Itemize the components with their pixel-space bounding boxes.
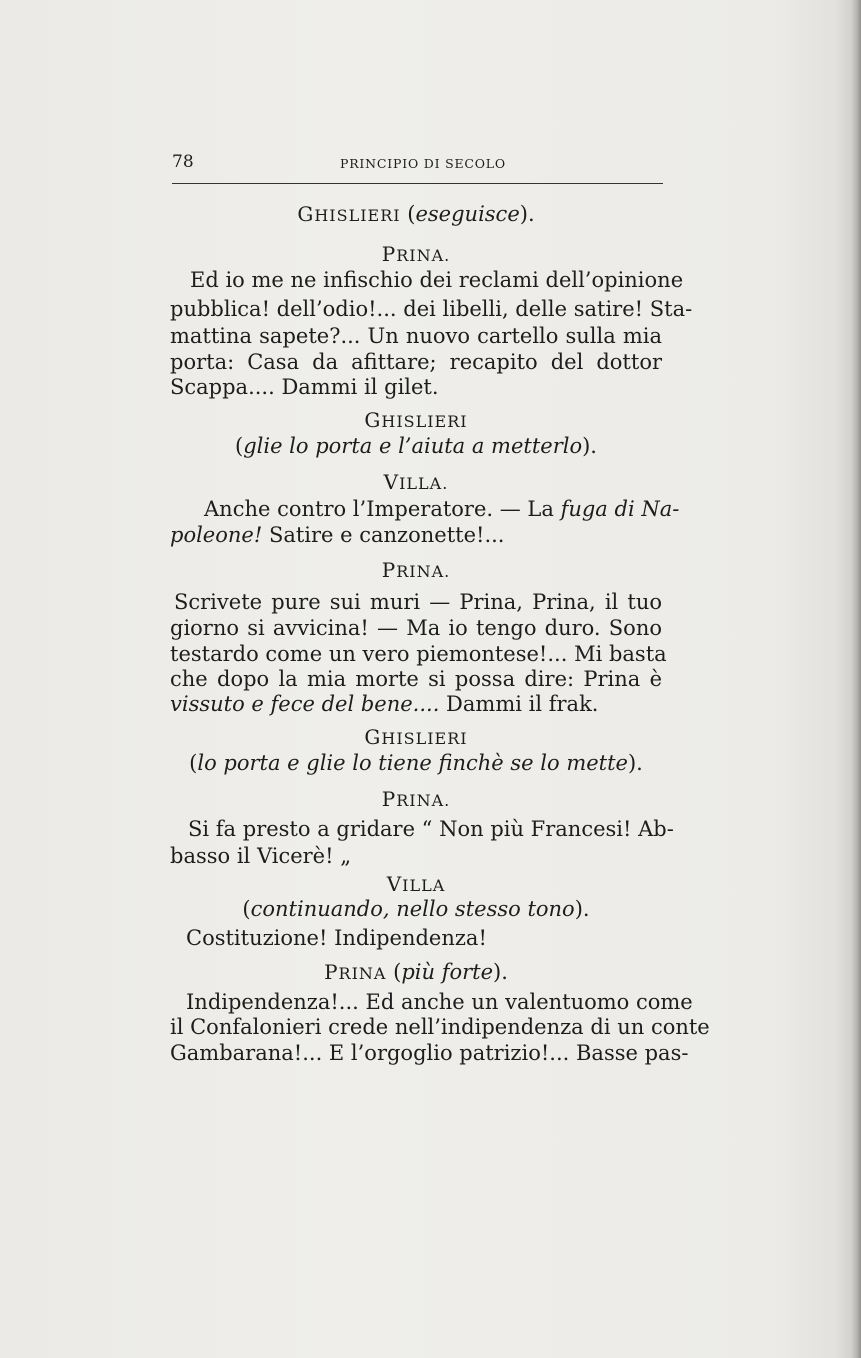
speaker-heading	[170, 785, 662, 815]
dialogue-line: testardo come un vero piemontese!... Mi basta	[170, 642, 667, 666]
stage-open-paren: (	[407, 202, 416, 226]
dialogue-line: il Confalonieri crede nell’indipendenza di un conte	[170, 1015, 710, 1039]
stage-direction: continuando, nello stesso tono	[250, 897, 575, 921]
speaker-heading	[170, 556, 662, 586]
dialogue-line: pubblica! dell’odio!... dei libelli, delle satire! Sta-	[170, 297, 693, 321]
dialogue-line: Ed io me ne infischio dei reclami dell’opinione	[190, 268, 684, 292]
stage-close-paren: ).	[493, 960, 508, 984]
header-rule	[172, 183, 663, 184]
dialogue-line: Gambarana!... E l’orgoglio patrizio!... Basse pas-	[170, 1041, 689, 1065]
speaker-name: PRINA.	[381, 242, 451, 266]
speaker-name: PRINA	[324, 960, 387, 984]
title-italic: poleone!	[170, 523, 263, 547]
speaker-name: VILLA.	[383, 470, 449, 494]
stage-direction-line	[170, 895, 662, 923]
stage-direction-line	[170, 200, 662, 230]
stage-direction: eseguisce	[415, 202, 520, 226]
speaker-name: GHISLIERI	[364, 408, 468, 432]
dialogue-line: Scrivete pure sui muri — Prina, Prina, il tuo	[174, 590, 662, 614]
stage-open-paren: (	[235, 434, 244, 458]
dialogue-line	[170, 495, 680, 523]
dialogue-line: basso il Vicerè! „	[170, 844, 352, 868]
dialogue-line: Scappa.... Dammi il gilet.	[170, 375, 439, 399]
quoted-italic: vissuto e fece del bene....	[170, 692, 440, 716]
page-number: 78	[172, 152, 194, 172]
speaker-name: PRINA.	[381, 558, 451, 582]
stage-close-paren: ).	[519, 202, 535, 226]
stage-direction-line	[170, 432, 662, 460]
speaker-name: PRINA.	[381, 787, 451, 811]
page-header	[172, 152, 662, 182]
speaker-name: GHISLIERI	[297, 202, 401, 226]
stage-direction-line	[170, 958, 662, 988]
dialogue-line: Indipendenza!... Ed anche un valentuomo come	[186, 990, 693, 1014]
title-italic: fuga di Na-	[560, 497, 680, 521]
stage-direction: lo porta e glie lo tiene finchè se lo mette	[197, 751, 628, 775]
dialogue-line: giorno si avvicina! — Ma io tengo duro. Sono	[170, 616, 662, 640]
dialogue-line: mattina sapete?... Un nuovo cartello sulla mia	[170, 324, 662, 348]
speaker-name: VILLA	[386, 872, 446, 896]
speaker-heading	[170, 468, 662, 498]
dialogue-text: Dammi il frak.	[439, 692, 599, 716]
stage-open-paren: (	[393, 960, 402, 984]
stage-direction: glie lo porta e l’aiuta a metterlo	[243, 434, 583, 458]
stage-open-paren: (	[189, 751, 198, 775]
stage-direction: più forte	[401, 960, 494, 984]
dialogue-line: Si fa presto a gridare “ Non più Francesi! Ab-	[188, 817, 674, 841]
dialogue-line	[170, 521, 662, 549]
stage-open-paren: (	[242, 897, 251, 921]
dialogue-line: Costituzione! Indipendenza!	[186, 926, 487, 950]
page-edge-shadow	[851, 0, 861, 1358]
dialogue-text: Anche contro l’Imperatore. — La	[204, 497, 561, 521]
stage-close-paren: ).	[574, 897, 590, 921]
speaker-name: GHISLIERI	[364, 725, 468, 749]
stage-close-paren: ).	[582, 434, 597, 458]
dialogue-text: Satire e canzonette!...	[262, 523, 505, 547]
dialogue-line: porta: Casa da afittare; recapito del dottor	[170, 350, 662, 374]
stage-close-paren: ).	[627, 751, 643, 775]
dialogue-line	[170, 690, 662, 718]
stage-direction-line	[170, 749, 662, 777]
dialogue-line: che dopo la mia morte si possa dire: Prina è	[170, 667, 662, 691]
running-title: PRINCIPIO DI SECOLO	[340, 156, 506, 171]
